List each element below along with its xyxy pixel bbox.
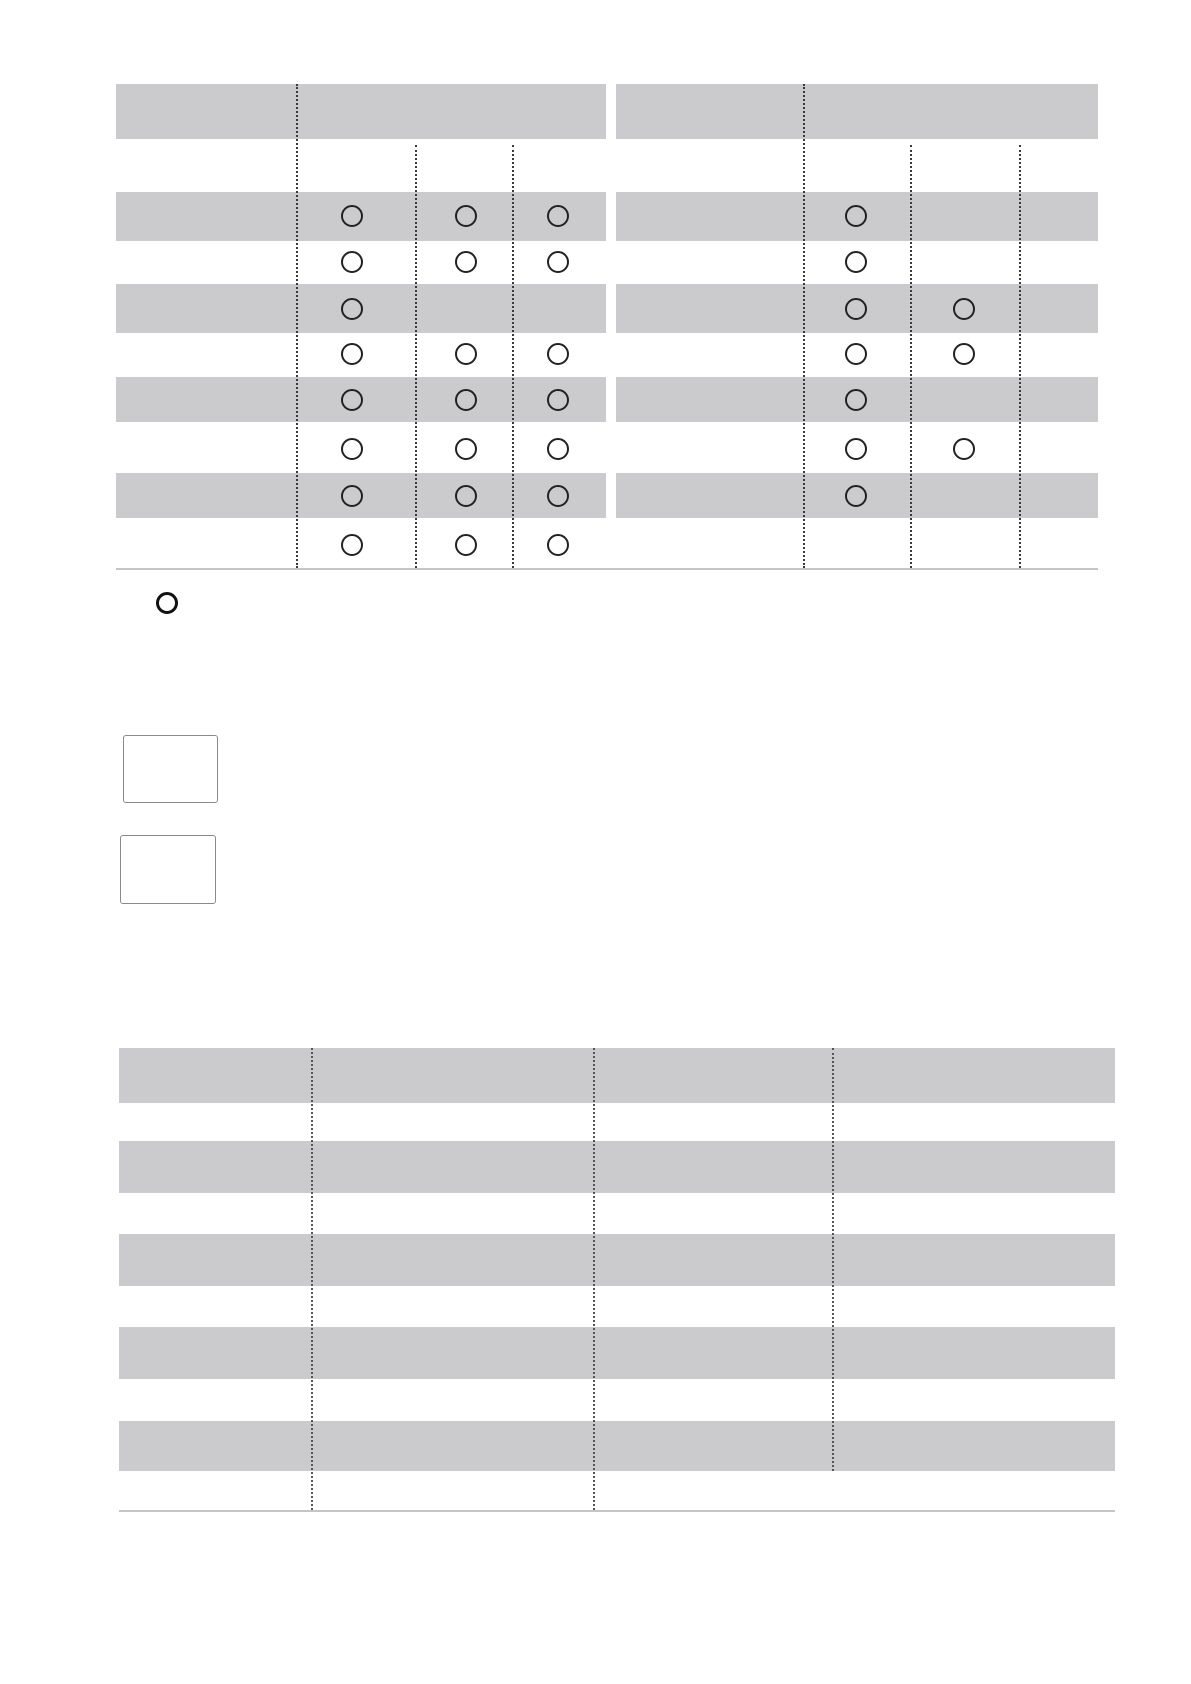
circle-mark-icon <box>455 438 477 460</box>
circle-mark-icon <box>341 343 363 365</box>
circle-mark-icon <box>845 485 867 507</box>
circle-mark-icon <box>547 534 569 556</box>
circle-mark-icon <box>547 438 569 460</box>
circle-mark-icon <box>953 298 975 320</box>
circle-mark-icon <box>341 251 363 273</box>
circle-mark-icon <box>547 389 569 411</box>
legend-circle-mark-icon <box>156 592 178 614</box>
circle-mark-icon <box>953 343 975 365</box>
circle-mark-icon <box>341 438 363 460</box>
table1-header-right <box>616 84 1098 139</box>
circle-mark-icon <box>455 251 477 273</box>
circle-mark-icon <box>547 205 569 227</box>
circle-mark-icon <box>845 298 867 320</box>
circle-mark-icon <box>455 389 477 411</box>
table1-bottom-rule <box>116 568 1098 570</box>
circle-mark-icon <box>341 298 363 320</box>
circle-mark-icon <box>455 534 477 556</box>
circle-mark-icon <box>455 205 477 227</box>
circle-mark-icon <box>845 438 867 460</box>
circle-mark-icon <box>341 534 363 556</box>
circle-mark-icon <box>845 389 867 411</box>
circle-mark-icon <box>953 438 975 460</box>
circle-mark-icon <box>341 205 363 227</box>
circle-mark-icon <box>341 485 363 507</box>
circle-mark-icon <box>341 389 363 411</box>
circle-mark-icon <box>455 343 477 365</box>
circle-mark-icon <box>547 485 569 507</box>
blank-box-1 <box>123 735 218 803</box>
circle-mark-icon <box>547 251 569 273</box>
circle-mark-icon <box>845 251 867 273</box>
circle-mark-icon <box>455 485 477 507</box>
circle-mark-icon <box>547 343 569 365</box>
circle-mark-icon <box>845 205 867 227</box>
circle-mark-icon <box>845 343 867 365</box>
table1-header-left <box>116 84 606 139</box>
table2-bottom-rule <box>119 1510 1115 1512</box>
blank-box-2 <box>120 835 216 904</box>
